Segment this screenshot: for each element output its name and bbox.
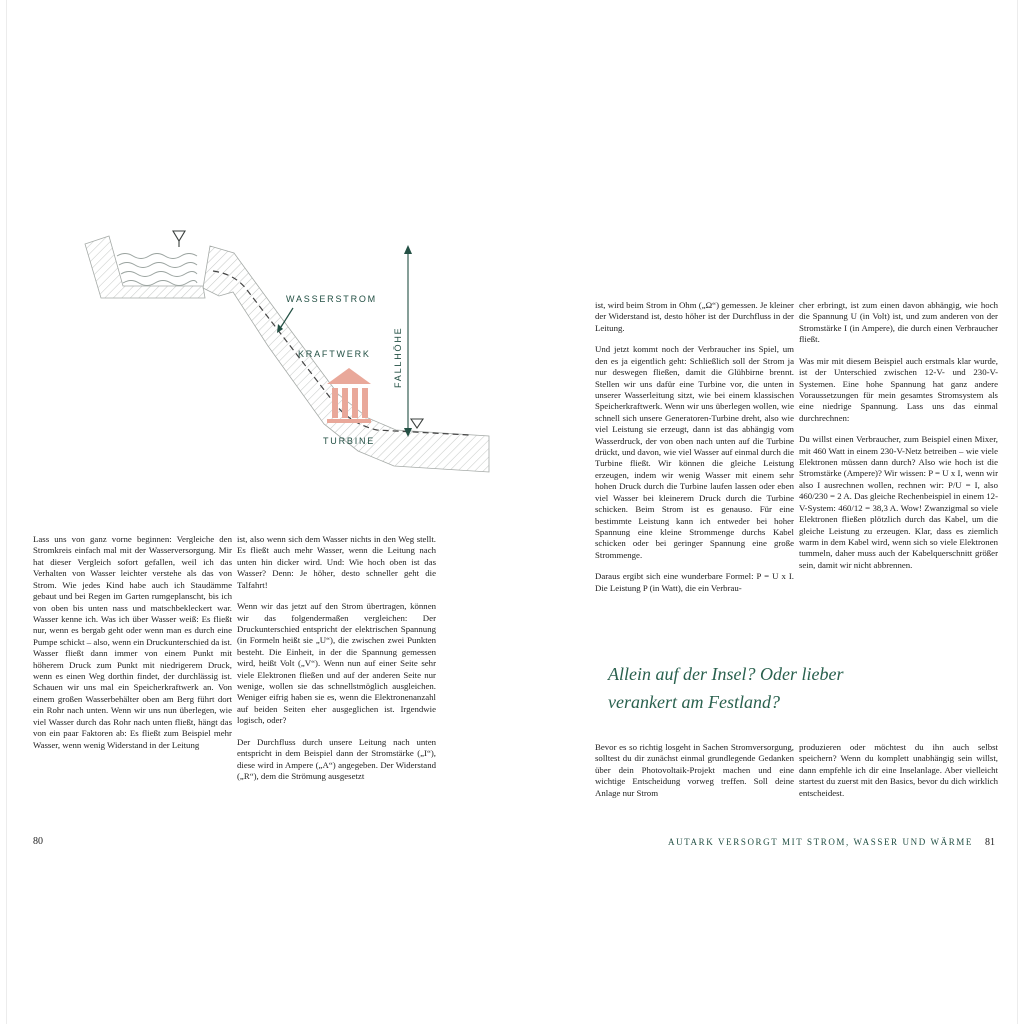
body-paragraph: Bevor es so richtig losgeht in Sachen Stromversorgung, solltest du dir zunächst einmal grundlegende Gedanken über dein Photovoltaik-Projekt machen und eine wichtige Entscheidung vorweg treffen. Soll deine Anlage nur Strom <box>595 742 794 798</box>
left-column-1 <box>33 534 232 761</box>
right-column-2 <box>799 300 998 581</box>
body-paragraph: Wenn wir das jetzt auf den Strom übertragen, können wir das folgendermaßen vergleichen: Der Druckunterschied entspricht der elektrischen Spannung (in Formeln heißt sie „U“), die zwischen zwei Punkten besteht. Die Einheit, in der die Spannung gemessen wird, heißt Volt („V“). Wenn nun auf einer Seite sehr viele Elektronen fließen und auf der anderen Seite nur wenige, wollen sie das schnellstmöglich ausgleichen. Weniger eifrig haben sie es, wenn die Elektronenanzahl auf beiden Seiten eher ausgeglichen ist. Irgendwie logisch, oder? <box>237 601 436 726</box>
body-paragraph: Der Durchfluss durch unsere Leitung nach unten entspricht in dem Beispiel dann der Stromstärke („I“), diese wird in Ampere („A“) angegeben. Der Widerstand („R“), dem die Strömung ausgesetzt <box>237 736 436 782</box>
reservoir-water-waves <box>117 254 197 286</box>
label-wasserstrom: WASSERSTROM <box>286 294 377 304</box>
page-edge-left <box>6 0 7 1024</box>
body-paragraph: produzieren oder möchtest du ihn auch selbst speichern? Wenn du komplett unabhängig sein willst, dann empfehle ich dir eine Inselanlage. Aber vielleicht startest du zuerst mit den Basics, bevor du dich wirklich entscheidest. <box>799 742 998 798</box>
page-number-left: 80 <box>33 836 43 847</box>
water-level-icon-top <box>173 231 185 247</box>
right-bottom-column-1 <box>595 742 794 809</box>
left-column-2 <box>237 534 436 792</box>
body-paragraph: ist, wird beim Strom in Ohm („Ω“) gemessen. Je kleiner der Widerstand ist, desto höher ist der Durchfluss in der Leitung. <box>595 300 794 333</box>
body-paragraph: ist, also wenn sich dem Wasser nichts in den Weg stellt. Es fließt auch mehr Wasser, wenn die Leitung nach unten hin dicker wird. Und: Wie hoch oben ist das Wasser? Denn: Je höher, desto schneller geht die Talfahrt! <box>237 534 436 590</box>
section-heading-line-2: verankert am Festland? <box>608 691 780 712</box>
running-footer <box>500 837 995 848</box>
body-paragraph: Und jetzt kommt noch der Verbraucher ins Spiel, um den es ja eigentlich geht: Schließlich soll der Strom ja nur deswegen fließen, damit die Glühbirne brennt. Stellen wir uns dafür eine Turbine vor, die unten in unserer Wasserleitung sitzt, wie bei einem klassischen Speicherkraftwerk. Wenn wir uns überlegen wollen, wie schnell sich unsere Generatoren-Turbine dreht, also wie viel Leistung sie erzeugt, dann ist das abhängig vom Wasserdruck, der von oben nach unten auf die Turbine drückt, und davon, wie viel Wasser auf einmal durch die Turbine fließt. Wir können die gleiche Leistung erzeugen, indem wir wenig Wasser mit einem sehr hohen Druck durch die Turbine laufen lassen oder eben viel Wasser bei kleinerem Druck durch die Turbine schicken. Beim Strom ist es genauso. Für eine bestimmte Leistung kann ich entweder bei hoher Spannung eine kleine Strommenge durchs Kabel schicken oder bei geringer Spannung eine große Strommenge. <box>595 344 794 560</box>
label-kraftwerk: KRAFTWERK <box>298 349 371 359</box>
section-heading-line-1: Allein auf der Insel? Oder lieber <box>608 664 844 684</box>
body-paragraph: Du willst einen Verbraucher, zum Beispiel einen Mixer, mit 460 Watt in einem 230-V-Netz betreiben – wie viele Elektronen müssen dann durch? Also wie hoch ist die Stromstärke (Ampere)? Wir wissen: P = U x I, wenn wir also I ausrechnen wollen, rechnen wir: P/U = I, also 460/230 = 2 A. Das gleiche Rechenbeispiel in einem 12-V-System: 460/12 = 38,3 A. Wow! Zwanzigmal so viele Elektronen fließen plötzlich durch das Kabel, um die gleiche Leistung zu erzeugen. Klar, dass es ziemlich warm in dem Kabel wird, wenn sich so viele Elektronen tummeln, daher muss auch der Kabelquerschnitt größer sein, damit wir nicht abbrennen. <box>799 434 998 570</box>
page-number-right: 81 <box>985 837 995 848</box>
running-footer-text: AUTARK VERSORGT MIT STROM, WASSER UND WÄRME <box>667 837 973 847</box>
body-paragraph: cher erbringt, ist zum einen davon abhängig, wie hoch die Spannung U (in Volt) ist, und zum anderen von der Stromstärke I (in Ampere), die durch einen Verbraucher fließt. <box>799 300 998 345</box>
label-turbine: TURBINE <box>323 436 376 446</box>
body-paragraph: Was mir mit diesem Beispiel auch erstmals klar wurde, ist der Unterschied zwischen 12-V- und 230-V-Systemen. Eine hohe Spannung hat ganz andere Voraussetzungen für mein gesamtes Stromsystem als eine niedrige Spannung. Lass uns das einmal durchrechnen: <box>799 355 998 423</box>
right-column-1 <box>595 300 794 604</box>
page-edge-right <box>1017 0 1018 1024</box>
right-bottom-column-2 <box>799 742 998 809</box>
label-fallhoehe: FALLHÖHE <box>393 326 403 388</box>
water-level-icon-bottom <box>411 419 423 428</box>
section-heading <box>608 661 998 717</box>
body-paragraph: Lass uns von ganz vorne beginnen: Vergleiche den Stromkreis einfach mal mit der Wasserversorgung. Mir hat dieser Vergleich sofort gefallen, weil ich das Verhalten von Wasser leichter verstehe als das von Strom. Wie jedes Kind habe auch ich Staudämme gebaut und bei Regen im Garten rumgeplanscht, bis ich von oben bis unten nass und matschbekleckert war. Wasser kenne ich. Was ich über Wasser weiß: Es fließt nur, wenn es bergab geht oder wenn man es durch eine Pumpe schickt – also, wenn ein Druckunterschied da ist. Wasser fließt dann immer von einem Punkt mit höherem Druck zum Punkt mit niedrigerem Druck, wenn es einen Weg dorthin findet, der durchlässig ist. Schauen wir uns mal ein Speicherkraftwerk an. Von einem großen Wasserbehälter oben am Berg führt dort ein Rohr nach unten. Wenn wir uns nun überlegen, wie viel Wasser durch das Rohr nach unten fließt, hängt das von ein paar Faktoren ab: Es fließt zum Beispiel mehr Wasser, wenn wenig Widerstand in der Leitung <box>33 534 232 750</box>
fall-height-dimension <box>404 245 412 437</box>
body-paragraph: Daraus ergibt sich eine wunderbare Formel: P = U x I. Die Leistung P (in Watt), die ein Verbrau- <box>595 571 794 593</box>
hydro-diagram <box>83 226 493 484</box>
